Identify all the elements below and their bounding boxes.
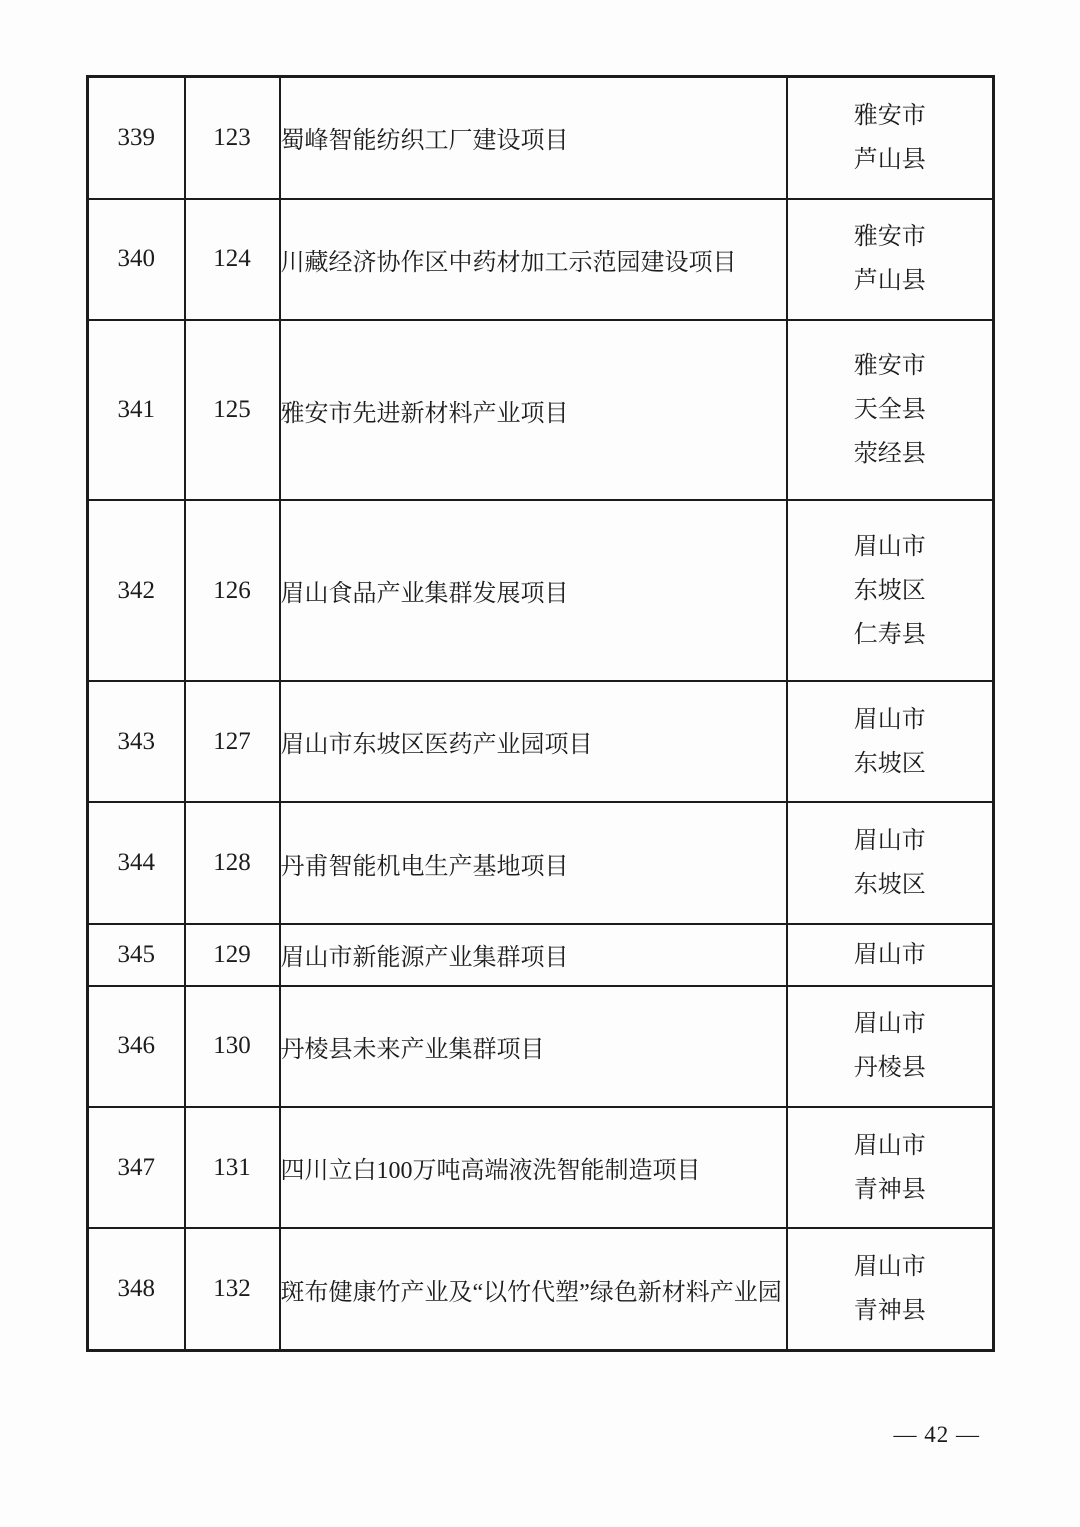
project-name-cell: 眉山市东坡区医药产业园项目 [280, 681, 787, 802]
num-cell: 128 [185, 802, 280, 923]
table-row [88, 681, 994, 802]
location-cell [787, 681, 994, 802]
location-cell [787, 77, 994, 199]
location-line: 东坡区 [853, 750, 926, 777]
num-cell: 123 [185, 77, 280, 199]
seq-cell: 344 [88, 802, 185, 923]
table-row [88, 986, 994, 1107]
num-cell: 129 [185, 924, 280, 986]
seq-cell: 342 [88, 500, 185, 681]
project-name-cell: 雅安市先进新材料产业项目 [280, 320, 787, 501]
table-row [88, 320, 994, 501]
seq-cell: 345 [88, 924, 185, 986]
project-name-cell: 蜀峰智能纺织工厂建设项目 [280, 77, 787, 199]
location-line: 眉山市 [853, 1132, 926, 1159]
location-line: 眉山市 [853, 533, 926, 560]
project-list-table [86, 75, 995, 1352]
project-name-cell: 丹甫智能机电生产基地项目 [280, 802, 787, 923]
location-line: 芦山县 [853, 146, 926, 173]
location-cell [787, 986, 994, 1107]
seq-cell: 340 [88, 199, 185, 320]
project-name-cell: 四川立白100万吨高端液洗智能制造项目 [280, 1107, 787, 1228]
project-name-cell: 丹棱县未来产业集群项目 [280, 986, 787, 1107]
num-cell: 131 [185, 1107, 280, 1228]
location-line: 东坡区 [853, 872, 926, 899]
location-cell [787, 500, 994, 681]
location-cell [787, 1107, 994, 1228]
location-line: 青神县 [853, 1176, 926, 1203]
table-row [88, 924, 994, 986]
location-line: 眉山市 [853, 1011, 926, 1038]
location-line: 眉山市 [853, 706, 926, 733]
location-line: 东坡区 [853, 577, 926, 604]
num-cell: 125 [185, 320, 280, 501]
location-cell [787, 802, 994, 923]
num-cell: 132 [185, 1228, 280, 1350]
project-name-cell: 眉山食品产业集群发展项目 [280, 500, 787, 681]
location-line: 雅安市 [853, 353, 926, 380]
location-cell [787, 924, 994, 986]
location-line: 雅安市 [853, 102, 926, 129]
seq-cell: 348 [88, 1228, 185, 1350]
location-line: 荥经县 [853, 441, 926, 468]
seq-cell: 339 [88, 77, 185, 199]
location-line: 芦山县 [853, 268, 926, 295]
location-line: 眉山市 [853, 828, 926, 855]
project-name-cell: 川藏经济协作区中药材加工示范园建设项目 [280, 199, 787, 320]
location-line: 青神县 [853, 1298, 926, 1325]
location-line: 眉山市 [853, 941, 926, 968]
location-cell [787, 320, 994, 501]
location-line: 仁寿县 [853, 621, 926, 648]
location-line: 丹棱县 [853, 1055, 926, 1082]
table-row [88, 199, 994, 320]
num-cell: 124 [185, 199, 280, 320]
table-row [88, 77, 994, 199]
num-cell: 130 [185, 986, 280, 1107]
project-name-cell: 眉山市新能源产业集群项目 [280, 924, 787, 986]
location-cell [787, 1228, 994, 1350]
num-cell: 127 [185, 681, 280, 802]
table-row [88, 500, 994, 681]
table-row [88, 1228, 994, 1350]
seq-cell: 346 [88, 986, 185, 1107]
location-line: 雅安市 [853, 224, 926, 251]
table-row [88, 1107, 994, 1228]
location-line: 天全县 [853, 397, 926, 424]
seq-cell: 347 [88, 1107, 185, 1228]
location-line: 眉山市 [853, 1254, 926, 1281]
table-row [88, 802, 994, 923]
page-number: — 42 — [893, 1422, 980, 1447]
seq-cell: 343 [88, 681, 185, 802]
location-cell [787, 199, 994, 320]
num-cell: 126 [185, 500, 280, 681]
seq-cell: 341 [88, 320, 185, 501]
project-name-cell: 斑布健康竹产业及“以竹代塑”绿色新材料产业园 [280, 1228, 787, 1350]
